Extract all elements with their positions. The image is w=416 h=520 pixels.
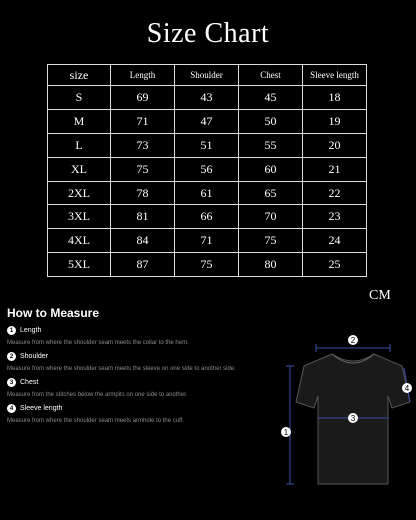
column-header-chest: Chest	[239, 65, 303, 86]
number-badge: 1	[7, 326, 16, 335]
measurement-cell: 70	[239, 205, 303, 229]
number-badge: 2	[7, 352, 16, 361]
measure-item-description: Measure from where the shoulder seam meets armhole to the cuff.	[7, 418, 184, 424]
measure-item-description: Measure from the stitches below the armpits on one side to another.	[7, 392, 188, 398]
measurement-cell: 51	[175, 133, 239, 157]
measurement-cell: 24	[303, 229, 367, 253]
measurement-cell: 19	[303, 109, 367, 133]
svg-text:3: 3	[350, 414, 356, 423]
size-cell: 3XL	[48, 205, 111, 229]
table-row	[48, 133, 367, 157]
svg-text:4: 4	[404, 384, 410, 393]
measurement-cell: 69	[111, 86, 175, 110]
measurement-cell: 66	[175, 205, 239, 229]
measurement-cell: 23	[303, 205, 367, 229]
table-row	[48, 253, 367, 277]
measure-item-label: Chest	[20, 379, 39, 386]
number-badge: 3	[7, 378, 16, 387]
measurement-cell: 18	[303, 86, 367, 110]
measurement-cell: 45	[239, 86, 303, 110]
page-title: Size Chart	[146, 18, 270, 49]
table-row	[48, 109, 367, 133]
marker-1	[281, 427, 291, 437]
table-row	[48, 205, 367, 229]
measure-item-chest	[7, 378, 187, 398]
column-header-length: Length	[111, 65, 175, 86]
measurement-cell: 71	[175, 229, 239, 253]
table-header-row	[48, 65, 367, 86]
measurement-cell: 50	[239, 109, 303, 133]
measure-item-description: Measure from where the shoulder seam meets the sleeve on one side to another side.	[7, 366, 236, 372]
measure-item-description: Measure from where the shoulder seam meets the collar to the hem.	[7, 340, 189, 346]
size-cell: 4XL	[48, 229, 111, 253]
size-table	[47, 64, 367, 277]
measure-item-sleeve-length	[7, 404, 184, 424]
size-cell: M	[48, 109, 111, 133]
measure-item-length	[7, 326, 189, 346]
measurement-cell: 81	[111, 205, 175, 229]
measurement-cell: 60	[239, 157, 303, 181]
svg-text:2: 2	[350, 336, 356, 345]
measurement-cell: 56	[175, 157, 239, 181]
measure-item-label: Sleeve length	[20, 405, 63, 412]
measure-item-label: Length	[20, 327, 42, 334]
marker-3	[348, 413, 358, 423]
measurement-cell: 47	[175, 109, 239, 133]
measurement-cell: 61	[175, 181, 239, 205]
measurement-cell: 75	[175, 253, 239, 277]
measurement-cell: 75	[239, 229, 303, 253]
measurement-cell: 73	[111, 133, 175, 157]
size-cell: 2XL	[48, 181, 111, 205]
measurement-cell: 20	[303, 133, 367, 157]
measurement-cell: 55	[239, 133, 303, 157]
measurement-cell: 87	[111, 253, 175, 277]
measurement-cell: 80	[239, 253, 303, 277]
measure-item-shoulder	[7, 352, 236, 372]
measurement-cell: 84	[111, 229, 175, 253]
table-row	[48, 181, 367, 205]
measurement-cell: 43	[175, 86, 239, 110]
table-row	[48, 229, 367, 253]
measurement-cell: 75	[111, 157, 175, 181]
svg-text:1: 1	[283, 428, 289, 437]
size-cell: 5XL	[48, 253, 111, 277]
measurement-cell: 71	[111, 109, 175, 133]
table-row	[48, 157, 367, 181]
size-cell: S	[48, 86, 111, 110]
size-cell: XL	[48, 157, 111, 181]
table-row	[48, 86, 367, 110]
measure-item-label: Shoulder	[20, 353, 49, 360]
measurement-cell: 25	[303, 253, 367, 277]
size-cell: L	[48, 133, 111, 157]
tshirt-measurement-diagram	[276, 332, 416, 497]
column-header-sleeve-length: Sleeve length	[303, 65, 367, 86]
number-badge: 4	[7, 404, 16, 413]
how-to-measure-title: How to Measure	[7, 306, 100, 320]
column-header-size: size	[48, 65, 111, 86]
measurement-cell: 22	[303, 181, 367, 205]
measurement-cell: 78	[111, 181, 175, 205]
column-header-shoulder: Shoulder	[175, 65, 239, 86]
unit-label: CM	[369, 288, 391, 303]
marker-2	[348, 335, 358, 345]
marker-4	[402, 383, 412, 393]
measurement-cell: 21	[303, 157, 367, 181]
measurement-cell: 65	[239, 181, 303, 205]
